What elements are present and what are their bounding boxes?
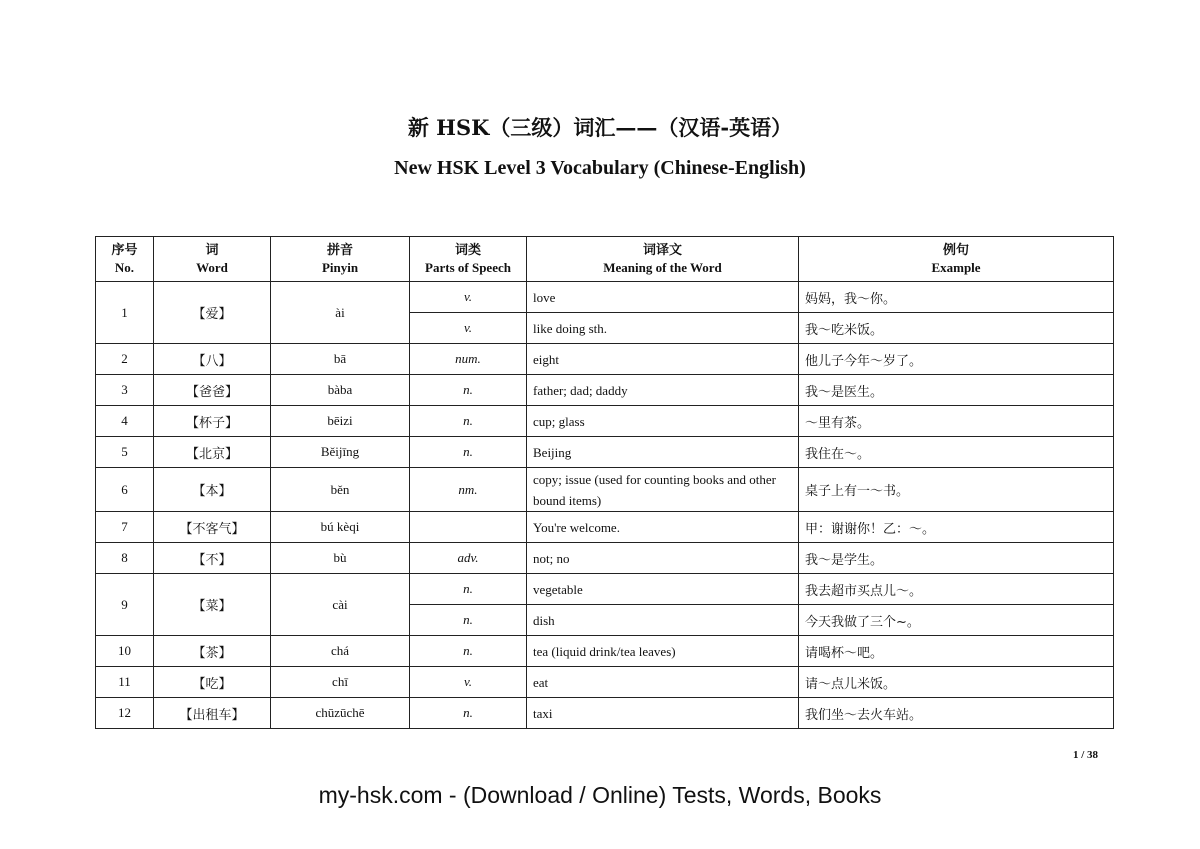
table-row: [96, 667, 1114, 698]
entry-pinyin: bú kèqi: [271, 512, 410, 543]
entry-meaning: vegetable: [527, 574, 799, 605]
entry-meaning: taxi: [527, 698, 799, 729]
entry-word: 【本】: [154, 468, 271, 512]
entry-word: 【杯子】: [154, 406, 271, 437]
entry-number: 8: [96, 543, 154, 574]
entry-meaning: love: [527, 282, 799, 313]
entry-pinyin: Běijīng: [271, 437, 410, 468]
entry-part-of-speech: v.: [410, 313, 527, 344]
entry-number: 9: [96, 574, 154, 636]
entry-meaning: tea (liquid drink/tea leaves): [527, 636, 799, 667]
entry-meaning: dish: [527, 605, 799, 636]
table-row: [96, 543, 1114, 574]
entry-word: 【不客气】: [154, 512, 271, 543]
entry-example: 请～点儿米饭。: [799, 667, 1114, 698]
table-row: [96, 344, 1114, 375]
entry-pinyin: chūzūchē: [271, 698, 410, 729]
entry-meaning: not; no: [527, 543, 799, 574]
entry-part-of-speech: n.: [410, 406, 527, 437]
table-row: [96, 468, 1114, 512]
entry-pinyin: chá: [271, 636, 410, 667]
entry-part-of-speech: v.: [410, 667, 527, 698]
table-row: [96, 574, 1114, 605]
column-header-no: 序号 No.: [96, 237, 154, 282]
entry-number: 1: [96, 282, 154, 344]
entry-part-of-speech: adv.: [410, 543, 527, 574]
page-number: 1 / 38: [1072, 749, 1098, 761]
entry-example: 我住在～。: [799, 437, 1114, 468]
entry-meaning: Beijing: [527, 437, 799, 468]
table-row: [96, 282, 1114, 313]
entry-word: 【爸爸】: [154, 375, 271, 406]
entry-pinyin: bēizi: [271, 406, 410, 437]
entry-meaning: eight: [527, 344, 799, 375]
entry-number: 6: [96, 468, 154, 512]
entry-word: 【菜】: [154, 574, 271, 636]
entry-meaning: father; dad; daddy: [527, 375, 799, 406]
entry-number: 5: [96, 437, 154, 468]
table-row: [96, 636, 1114, 667]
entry-meaning: copy; issue (used for counting books and other bound items): [527, 468, 799, 512]
column-header-pinyin: 拼音 Pinyin: [271, 237, 410, 282]
entry-example: 妈妈，我～你。: [799, 282, 1114, 313]
entry-example: 甲：谢谢你！乙：～。: [799, 512, 1114, 543]
entry-example: 今天我做了三个~。: [799, 605, 1114, 636]
entry-part-of-speech: n.: [410, 698, 527, 729]
entry-meaning: cup; glass: [527, 406, 799, 437]
table-row: [96, 375, 1114, 406]
entry-example: 我～是医生。: [799, 375, 1114, 406]
entry-example: 请喝杯～吧。: [799, 636, 1114, 667]
entry-word: 【爱】: [154, 282, 271, 344]
entry-meaning: like doing sth.: [527, 313, 799, 344]
entry-number: 12: [96, 698, 154, 729]
entry-example: 我去超市买点儿～。: [799, 574, 1114, 605]
entry-pinyin: chī: [271, 667, 410, 698]
entry-example: 桌子上有一～书。: [799, 468, 1114, 512]
entry-pinyin: bàba: [271, 375, 410, 406]
entry-part-of-speech: [410, 512, 527, 543]
vocabulary-table: [95, 236, 1114, 729]
entry-example: 我～吃米饭。: [799, 313, 1114, 344]
column-header-parts-of-speech: 词类 Parts of Speech: [410, 237, 527, 282]
entry-example: 我～是学生。: [799, 543, 1114, 574]
entry-word: 【出租车】: [154, 698, 271, 729]
entry-number: 3: [96, 375, 154, 406]
entry-part-of-speech: n.: [410, 574, 527, 605]
entry-pinyin: bā: [271, 344, 410, 375]
entry-pinyin: bù: [271, 543, 410, 574]
entry-pinyin: cài: [271, 574, 410, 636]
entry-part-of-speech: v.: [410, 282, 527, 313]
page-title-english: New HSK Level 3 Vocabulary (Chinese-English): [394, 157, 806, 179]
entry-example: 我们坐～去火车站。: [799, 698, 1114, 729]
entry-number: 4: [96, 406, 154, 437]
table-row: [96, 437, 1114, 468]
column-header-meaning: 词译文 Meaning of the Word: [527, 237, 799, 282]
entry-example: ～里有茶。: [799, 406, 1114, 437]
entry-part-of-speech: n.: [410, 636, 527, 667]
entry-number: 10: [96, 636, 154, 667]
table-row: [96, 406, 1114, 437]
entry-word: 【吃】: [154, 667, 271, 698]
entry-part-of-speech: nm.: [410, 468, 527, 512]
entry-number: 11: [96, 667, 154, 698]
entry-meaning: eat: [527, 667, 799, 698]
entry-part-of-speech: n.: [410, 605, 527, 636]
entry-example: 他儿子今年～岁了。: [799, 344, 1114, 375]
footer-site-link[interactable]: my-hsk.com - (Download / Online) Tests, Words, Books: [318, 782, 882, 808]
entry-number: 2: [96, 344, 154, 375]
column-header-word: 词 Word: [154, 237, 271, 282]
entry-number: 7: [96, 512, 154, 543]
page-title-chinese: 新 HSK（三级）词汇——（汉语-英语）: [407, 115, 793, 140]
table-row: [96, 512, 1114, 543]
column-header-example: 例句 Example: [799, 237, 1114, 282]
entry-word: 【茶】: [154, 636, 271, 667]
entry-meaning: You're welcome.: [527, 512, 799, 543]
entry-part-of-speech: n.: [410, 375, 527, 406]
entry-word: 【北京】: [154, 437, 271, 468]
entry-word: 【不】: [154, 543, 271, 574]
entry-pinyin: běn: [271, 468, 410, 512]
entry-part-of-speech: n.: [410, 437, 527, 468]
table-row: [96, 698, 1114, 729]
entry-pinyin: ài: [271, 282, 410, 344]
table-header-row: [96, 237, 1114, 282]
entry-word: 【八】: [154, 344, 271, 375]
entry-part-of-speech: num.: [410, 344, 527, 375]
